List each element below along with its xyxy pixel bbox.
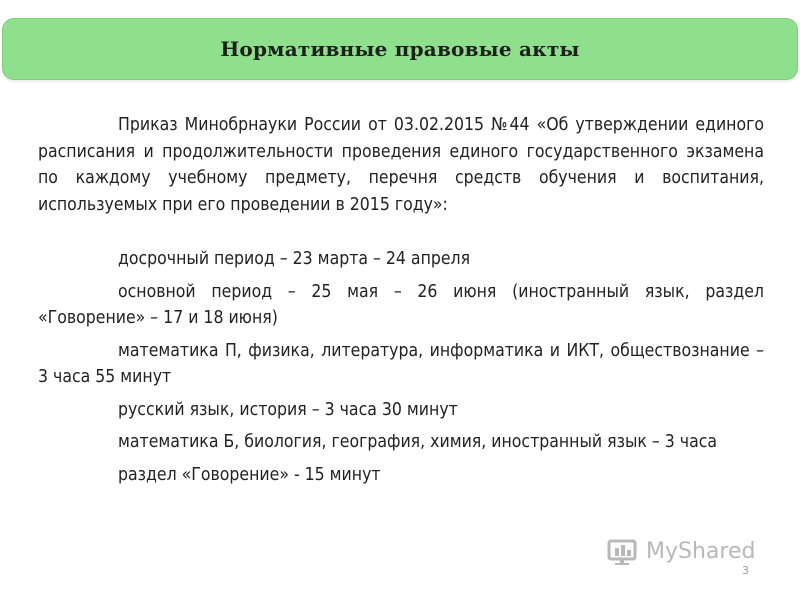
intro-paragraph: Приказ Минобрнауки России от 03.02.2015 №44 «Об утверждении единого расписания и продолжительности проведения единого государственного экзамена по каждому учебному предмету, перечня средств обучения и воспитания, используемых при его проведении в 2015 году»: (38, 115, 764, 215)
title-banner (2, 18, 798, 80)
myshared-logo-icon (606, 536, 640, 566)
list-item: математика П, физика, литература, информатика и ИКТ, обществознание – 3 часа 55 минут (38, 340, 764, 387)
list-item: основной период – 25 мая – 26 июня (иностранный язык, раздел «Говорение» – 17 и 18 июня) (38, 281, 764, 328)
page-title: Нормативные правовые акты (220, 37, 580, 61)
watermark (606, 536, 755, 566)
list-item: русский язык, история – 3 часа 30 минут (118, 399, 458, 420)
page-number: 3 (742, 564, 749, 577)
list-item: раздел «Говорение» - 15 минут (118, 464, 381, 485)
list-item: математика Б, биология, география, химия, иностранный язык – 3 часа (118, 432, 718, 452)
slide-body (38, 112, 764, 494)
watermark-text: MyShared (646, 538, 756, 564)
list-item: досрочный период – 23 марта – 24 апреля (118, 249, 471, 269)
